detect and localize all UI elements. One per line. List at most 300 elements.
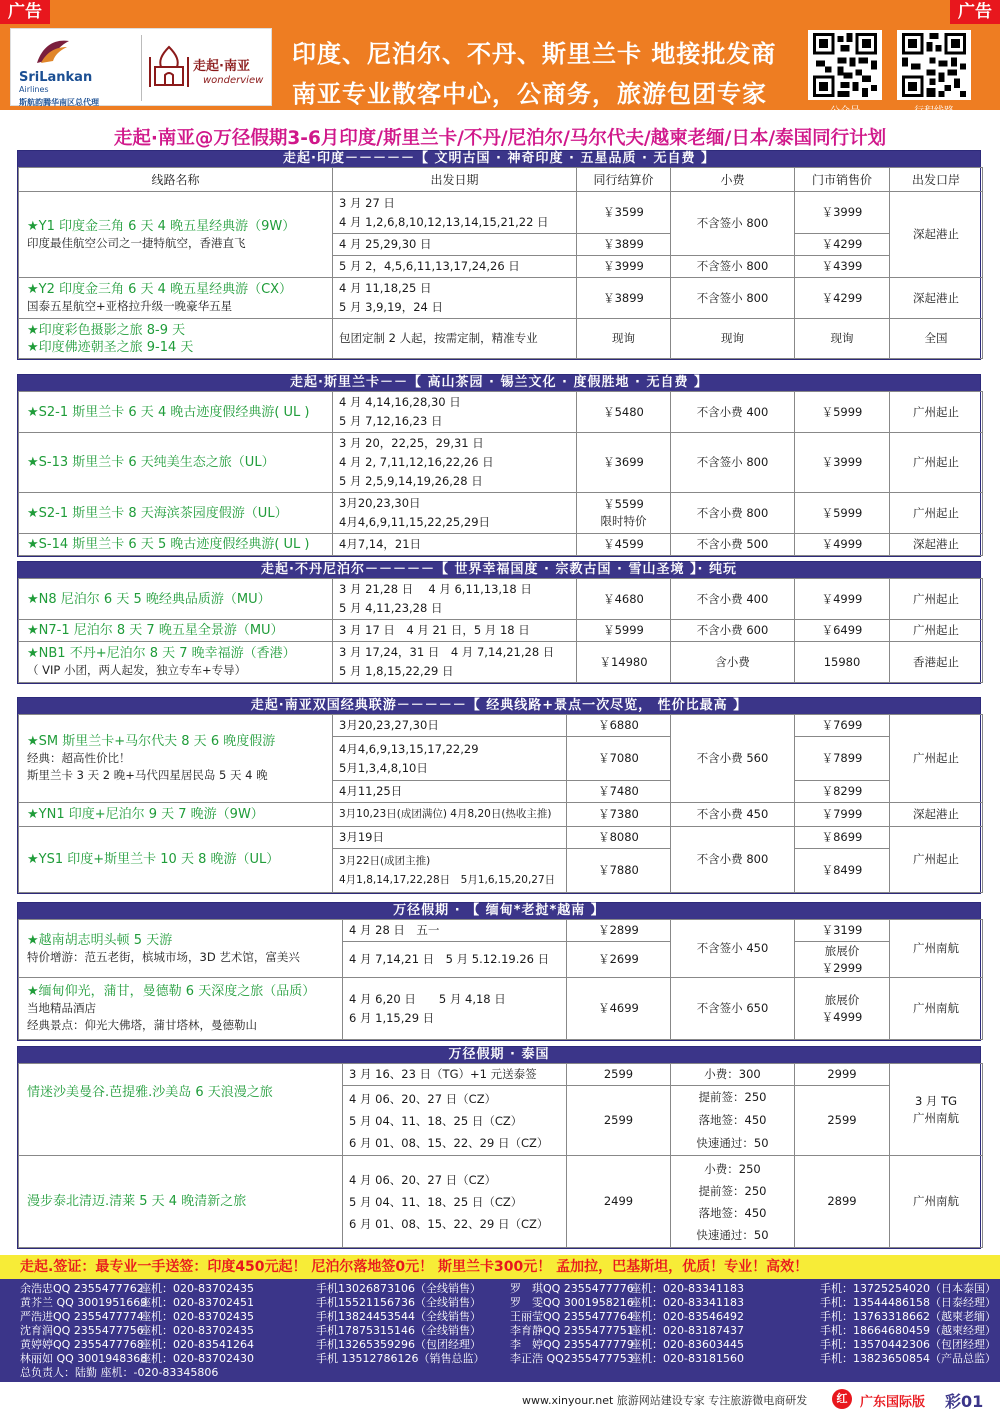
route-cell: [19, 534, 333, 556]
route-desc: 经典景点：仰光大佛塔，蒲甘塔林，曼德勒山: [27, 1018, 257, 1032]
tip-cell: 不含签小 800: [671, 278, 795, 319]
price-table: [18, 1063, 983, 1248]
route-cell: [19, 620, 333, 642]
table-row: [19, 978, 983, 1040]
contact-field: 座机：020-83702435: [140, 1310, 254, 1323]
logo-divider: [141, 35, 142, 101]
ad-tag-right: 广告: [950, 0, 1000, 24]
contact-field: 座机：020-83702435: [140, 1282, 254, 1295]
port-line: 广州南航: [913, 1110, 959, 1125]
table-row: [19, 192, 983, 234]
table-row: [19, 392, 983, 433]
tip-cell: 现询: [671, 319, 795, 359]
dates-cell: 3月19日: [333, 827, 567, 849]
col-route: 线路名称: [19, 168, 333, 192]
port-cell: 广州起止: [890, 433, 983, 493]
route-title: 情迷沙美曼谷.芭提雅.沙美岛 6 天浪漫之旅: [27, 1085, 273, 1100]
contact-field: 手机17875315146（全线销售）: [316, 1324, 481, 1337]
section-title: 走起·南亚双国经典联游－－－－－【 经典线路+景点一次尽览， 性价比最高 】: [18, 698, 980, 714]
price-cell: ￥7080: [567, 737, 671, 781]
contact-field: 手机13824453544（全线销售）: [316, 1310, 481, 1323]
section-srilanka: [17, 374, 981, 557]
port-cell: 深起港止: [890, 192, 983, 278]
col-tip: 小费: [671, 168, 795, 192]
brand-cn: 走起·南亚: [193, 59, 250, 74]
port-cell: 广州南航: [890, 978, 983, 1040]
price-cell: ￥3699: [577, 433, 671, 493]
price-cell: ￥6880: [567, 715, 671, 737]
contact-field: 余浩忠QQ 2355477762: [20, 1282, 144, 1295]
contact-field: 座机：020-83702430: [140, 1352, 254, 1365]
price-cell: ￥7480: [567, 781, 671, 803]
contact-field: 座机：020-83187437: [630, 1324, 744, 1337]
dates-cell: 包团定制 2 人起，按需定制，精准专业: [333, 319, 577, 359]
retail-cell: ￥7899: [795, 737, 890, 781]
date-line: 3 月 20，22,25，29,31 日: [339, 436, 484, 450]
table-row: [19, 715, 983, 737]
section-title: 万径假期 · 【 缅甸*老挝*越南 】: [18, 903, 980, 919]
route-cell: [19, 1064, 343, 1156]
section-title: 走起·不丹尼泊尔－－－－－【 世界幸福国度 · 宗教古国 · 雪山圣境 】· 纯玩: [18, 562, 980, 578]
qr-code-wechat[interactable]: [808, 30, 882, 100]
route-title: ★S2-1 斯里兰卡 6 天 4 晚古迹度假经典游( UL ): [27, 404, 310, 420]
section-nepal: [17, 561, 981, 684]
table-row: [19, 920, 983, 942]
retail-cell: ￥4999: [795, 534, 890, 556]
port-cell: 香港起止: [890, 642, 983, 683]
port-cell: 广州起止: [890, 620, 983, 642]
port-cell: 全国: [890, 319, 983, 359]
qr-code-routes[interactable]: [897, 30, 971, 100]
price-table: [18, 919, 983, 1040]
red-badge-icon: 红: [832, 1389, 852, 1409]
date-line: 4 月 11,18,25 日: [339, 281, 432, 295]
table-row: [19, 1156, 983, 1248]
route-cell: [19, 642, 333, 683]
tip-line: 落地签：450: [698, 1205, 767, 1220]
price-cell: ￥3599: [577, 192, 671, 234]
tip-cell: 含小费: [671, 642, 795, 683]
tip-cell: 小费：300: [671, 1064, 795, 1086]
price-cell: ￥3999: [577, 256, 671, 278]
contact-field: 座机：020-83181560: [630, 1352, 744, 1365]
retail-cell: [795, 978, 890, 1040]
section-title: 走起·印度－－－－－【 文明古国 · 神奇印度 · 五星品质 · 无自费 】: [18, 151, 980, 167]
date-line: 4 月 06、20、27 日（CZ）: [349, 1172, 497, 1187]
port-cell: 广州起止: [890, 827, 983, 893]
price-cell: 现询: [577, 319, 671, 359]
retail-cell: ￥3999: [795, 433, 890, 493]
retail-note: 旅展价: [824, 943, 860, 958]
retail-cell: ￥7699: [795, 715, 890, 737]
contact-field: 黄婷婷QQ 2355477768: [20, 1338, 144, 1351]
col-retail: 门市销售价: [795, 168, 890, 192]
airline-name: SriLankan: [19, 70, 93, 85]
date-line: 6 月 01、08、15、22、29 日（CZ）: [349, 1216, 549, 1231]
tip-cell: 不含小费 400: [671, 392, 795, 433]
dates-cell: [333, 849, 567, 893]
route-desc: （ VIP 小团，两人起发，独立专车+专导）: [27, 663, 247, 677]
tip-cell: 不含小费 800: [671, 827, 795, 893]
dates-cell: [343, 1086, 567, 1156]
port-cell: 深起港止: [890, 803, 983, 827]
dates-cell: [343, 978, 567, 1040]
dates-cell: 3 月 16、23 日（TG）+1 元送泰签: [343, 1064, 567, 1086]
contact-field: 手机13265359296（包团经理）: [316, 1338, 481, 1351]
port-cell: 深起港止: [890, 278, 983, 319]
contact-field: 座机：020-83603445: [630, 1338, 744, 1351]
contact-field: 座机：020-83341183: [630, 1282, 744, 1295]
retail-cell: ￥4299: [795, 278, 890, 319]
section-thailand: [17, 1046, 981, 1249]
wonderview-logo: [147, 39, 267, 99]
dates-cell: [333, 579, 577, 620]
headline-line-1: 印度、尼泊尔、不丹、斯里兰卡 地接批发商: [292, 40, 777, 68]
route-title: 漫步泰北清迈.清莱 5 天 4 晚清新之旅: [27, 1194, 247, 1209]
date-line: 5月1,3,4,8,10日: [339, 760, 428, 775]
price-cell: ￥8080: [567, 827, 671, 849]
route-cell: [19, 715, 333, 803]
date-line: 4 月 4,14,16,28,30 日: [339, 395, 461, 409]
table-row: [19, 642, 983, 683]
date-line: 5 月 04、11、18、25 日（CZ）: [349, 1194, 523, 1209]
contact-field: 手机 13512786126（销售总监）: [316, 1352, 485, 1365]
contact-field: 手机：13823650854（产品总监）: [820, 1352, 996, 1365]
route-cell: [19, 493, 333, 534]
date-line: 5 月 1,8,15,22,29 日: [339, 664, 454, 678]
retail-value: ￥4999: [821, 1009, 863, 1024]
tip-cell: 不含签小 450: [671, 920, 795, 978]
qr-label-wechat: 公众号: [830, 106, 860, 117]
route-cell: [19, 392, 333, 433]
route-title: ★越南胡志明头顿 5 天游: [27, 932, 173, 948]
price-cell: ￥4699: [567, 978, 671, 1040]
date-line: 5 月 4,11,23,28 日: [339, 601, 443, 615]
retail-cell: ￥8299: [795, 781, 890, 803]
promo-title: 走起·南亚@万径假期3-6月印度/斯里兰卡/不丹/尼泊尔/马尔代夫/越柬老缅/日本/泰国同行计划: [113, 128, 887, 149]
tip-line: 提前签：250: [698, 1090, 767, 1104]
dates-cell: [333, 642, 577, 683]
price-value: ￥5599: [603, 497, 644, 511]
route-desc: 特价增游：范五老街，槟城市场，3D 艺术馆，富美兴: [27, 949, 300, 964]
retail-value: ￥2999: [821, 960, 863, 975]
tip-line: 落地签：450: [698, 1113, 767, 1127]
contact-field: 手机：13725254020（日本泰国）: [820, 1282, 996, 1295]
port-cell: 广州起止: [890, 493, 983, 534]
contact-field: 座机：020-83702435: [140, 1324, 254, 1337]
tip-cell: [671, 1156, 795, 1248]
route-desc: 当地精品酒店: [27, 1001, 96, 1015]
price-cell: ￥2899: [567, 920, 671, 942]
retail-cell: ￥4299: [795, 234, 890, 256]
price-cell: ￥5480: [577, 392, 671, 433]
dates-cell: 4月7,14，21日: [333, 534, 577, 556]
table-row: [19, 433, 983, 493]
contact-field: 王丽莹QQ 2355477764: [510, 1310, 634, 1323]
table-row: [19, 803, 983, 827]
col-price: 同行结算价: [577, 168, 671, 192]
dates-cell: 4 月 28 日 五一: [343, 920, 567, 942]
table-row: [19, 579, 983, 620]
table-row: [19, 319, 983, 359]
date-line: 4月1,8,14,17,22,28日 5月1,6,15,20,27日: [339, 873, 556, 886]
tip-cell: 不含小费 800: [671, 493, 795, 534]
route-cell: [19, 319, 333, 359]
taj-mahal-icon: [147, 43, 191, 91]
route-desc: 经典：超高性价比！: [27, 751, 131, 765]
srilankan-logo: [19, 37, 137, 107]
route-cell: [19, 827, 333, 893]
table-row: [19, 534, 983, 556]
date-line: 5 月 7,12,16,23 日: [339, 414, 443, 428]
date-line: 4 月 1,2,6,8,10,12,13,14,15,21,22 日: [339, 214, 549, 229]
tip-line: 提前签：250: [698, 1183, 767, 1198]
retail-cell: 2899: [795, 1156, 890, 1248]
tip-cell: 不含小费 600: [671, 620, 795, 642]
route-title: ★印度彩色摄影之旅 8-9 天: [27, 322, 186, 338]
price-cell: 2599: [567, 1064, 671, 1086]
retail-cell: 15980: [795, 642, 890, 683]
date-line: 4 月 06、20、27 日（CZ）: [349, 1091, 497, 1106]
dates-cell: [343, 1156, 567, 1248]
table-row: [19, 827, 983, 849]
tip-cell: 不含小费 400: [671, 579, 795, 620]
retail-cell: ￥8499: [795, 849, 890, 893]
contact-field: 林丽如 QQ 3001948368: [20, 1352, 148, 1365]
price-table: [18, 578, 983, 683]
date-line: 6 月 1,15,29 日: [349, 1010, 435, 1025]
date-line: 3 月 17,24，31 日 4 月 7,14,21,28 日: [339, 645, 555, 659]
table-row: [19, 278, 983, 319]
price-table: [18, 167, 983, 359]
retail-cell: 现询: [795, 319, 890, 359]
price-cell: ￥3899: [577, 234, 671, 256]
dates-cell: [333, 737, 567, 781]
dates-cell: 4 月 25,29,30 日: [333, 234, 577, 256]
contact-field: 手机：13570442306（包团经理）: [820, 1338, 996, 1351]
retail-cell: 2599: [795, 1086, 890, 1156]
price-note: 限时特价: [600, 514, 647, 528]
ad-tag-left: 广告: [0, 0, 50, 24]
route-title: ★N7-1 尼泊尔 8 天 7 晚五星全景游（MU）: [27, 623, 284, 638]
contact-field: 座机：020-83546492: [630, 1310, 744, 1323]
tip-cell: 不含签小 650: [671, 978, 795, 1040]
port-line: 3 月 TG: [914, 1093, 958, 1108]
section-southeast-asia: [17, 902, 981, 1041]
dates-cell: [333, 278, 577, 319]
headline: [292, 34, 776, 114]
dates-cell: 3月20,23,27,30日: [333, 715, 567, 737]
port-cell: 广州南航: [890, 1156, 983, 1248]
tip-line: 快速通过：50: [696, 1136, 769, 1150]
route-cell: [19, 920, 343, 978]
dates-cell: 5 月 2，4,5,6,11,13,17,24,26 日: [333, 256, 577, 278]
retail-cell: [795, 942, 890, 978]
tip-cell: 不含小费 560: [671, 715, 795, 803]
date-line: 5 月 04、11、18、25 日（CZ）: [349, 1113, 523, 1128]
section-dual-country: [17, 697, 981, 894]
airline-sub: Airlines: [19, 85, 49, 94]
route-title: ★Y1 印度金三角 6 天 4 晚五星经典游（9W）: [27, 218, 296, 234]
section-title: 万径假期 · 泰国: [18, 1047, 980, 1063]
contact-field: 黄芥兰 QQ 3001951669: [20, 1296, 148, 1309]
date-line: 5 月 2,5,9,14,19,26,28 日: [339, 474, 483, 488]
route-title: ★S2-1 斯里兰卡 8 天海滨茶园度假游（UL）: [27, 505, 288, 521]
price-cell: ￥4599: [577, 534, 671, 556]
route-cell: [19, 433, 333, 493]
date-line: 4月4,6,9,13,15,17,22,29: [339, 741, 479, 756]
dates-cell: [333, 392, 577, 433]
port-cell: 广州南航: [890, 920, 983, 978]
route-cell: [19, 803, 333, 827]
date-line: 4 月 2, 7,11,12,16,22,26 日: [339, 455, 494, 469]
route-cell: [19, 579, 333, 620]
contact-field: 手机：18664680459（越柬经理）: [820, 1324, 996, 1337]
route-title: ★SM 斯里兰卡+马尔代夫 8 天 6 晚度假游: [27, 734, 276, 749]
contact-field: 手机：13763318662（越柬老缅）: [820, 1310, 996, 1323]
route-title: ★NB1 不丹+尼泊尔 8 天 7 晚幸福游（香港）: [27, 646, 296, 661]
footer-site[interactable]: www.xinyour.net 旅游网站建设专家 专注旅游微电商研发: [522, 1394, 808, 1407]
retail-note: 旅展价: [824, 992, 860, 1007]
retail-cell: ￥6499: [795, 620, 890, 642]
section-title: 走起·斯里兰卡－－【 高山茶园 · 锡兰文化 · 度假胜地 · 无自费 】: [18, 375, 980, 391]
route-title: ★S-13 斯里兰卡 6 天纯美生态之旅（UL）: [27, 455, 275, 470]
route-cell: [19, 192, 333, 278]
port-cell: 深起港止: [890, 534, 983, 556]
dates-cell: 3月10,23日(成团满位) 4月8,20日(热收主推): [333, 803, 567, 827]
date-line: 4 月 6,20 日 5 月 4,18 日: [349, 991, 506, 1006]
retail-cell: ￥5999: [795, 392, 890, 433]
price-cell: 2499: [567, 1156, 671, 1248]
route-title: ★印度佛迹朝圣之旅 9-14 天: [27, 339, 194, 355]
retail-cell: ￥3199: [795, 920, 890, 942]
dates-cell: [333, 192, 577, 234]
port-cell: 广州起止: [890, 392, 983, 433]
route-desc: 印度最佳航空公司之一捷特航空，香港直飞: [27, 235, 246, 250]
route-title: ★N8 尼泊尔 6 天 5 晚经典品质游（MU）: [27, 591, 271, 607]
dates-cell: [333, 433, 577, 493]
table-row: [19, 493, 983, 534]
tip-cell: 不含签小 800: [671, 192, 795, 256]
price-table: [18, 714, 983, 893]
peacock-icon: [33, 37, 73, 67]
date-line: 3 月 27 日: [339, 195, 395, 210]
dates-cell: 3 月 17 日 4 月 21 日，5 月 18 日: [333, 620, 577, 642]
price-table: [18, 391, 983, 556]
route-title: ★缅甸仰光，蒲甘，曼德勒 6 天深度之旅（品质）: [27, 984, 316, 999]
contact-field: 罗 雯QQ 3001958216: [510, 1296, 634, 1309]
price-cell: ￥3899: [577, 278, 671, 319]
port-cell: [890, 1064, 983, 1156]
price-cell: ￥7380: [567, 803, 671, 827]
price-cell: ￥14980: [577, 642, 671, 683]
date-line: 4月4,6,9,11,15,22,25,29日: [339, 515, 491, 529]
route-title: ★S-14 斯里兰卡 6 天 5 晚古迹度假经典游( UL ): [27, 537, 310, 552]
date-line: 5 月 3,9,19，24 日: [339, 300, 443, 314]
price-cell: ￥7880: [567, 849, 671, 893]
tip-cell: [671, 1086, 795, 1156]
contact-field: 座机：020-83341183: [630, 1296, 744, 1309]
contact-field: 沈育润QQ 2355477756: [20, 1324, 144, 1337]
page-footer: [0, 1388, 1000, 1412]
price-cell: 2599: [567, 1086, 671, 1156]
logo-panel: [10, 28, 272, 106]
port-cell: 广州起止: [890, 715, 983, 803]
tip-cell: 不含小费 450: [671, 803, 795, 827]
table-row: [19, 620, 983, 642]
route-desc: 斯里兰卡 3 天 2 晚+马代四星居民岛 5 天 4 晚: [27, 768, 268, 782]
brand-en: wonderview: [203, 75, 264, 86]
contact-field: 座机：020-83541264: [140, 1338, 254, 1351]
retail-cell: ￥3999: [795, 192, 890, 234]
tip-cell: 不含小费 500: [671, 534, 795, 556]
footer-edition: 广东国际版: [860, 1395, 926, 1410]
contact-field: 李正浩 QQ2355477753: [510, 1352, 634, 1365]
contact-field: 手机：13544486158（日泰经理）: [820, 1296, 996, 1309]
route-desc: 国泰五星航空+亚格拉升级一晚豪华五星: [27, 299, 233, 313]
price-cell: ￥5999: [577, 620, 671, 642]
route-cell: [19, 278, 333, 319]
contact-field: 总负责人：陆勤 座机：-020-83345806: [20, 1366, 219, 1379]
tip-cell: 不含签小 800: [671, 433, 795, 493]
table-header-row: [19, 168, 983, 192]
page-number: 彩01: [945, 1392, 984, 1411]
contact-field: 李 婷QQ 2355477779: [510, 1338, 634, 1351]
contact-field: 罗 琪QQ 2355477776: [510, 1282, 634, 1295]
contact-field: 手机13026873106（全线销售）: [316, 1282, 481, 1295]
visa-banner: 走起.签证：最专业一手送签：印度450元起！ 尼泊尔落地签0元！ 斯里兰卡300元！ 孟加拉，巴基斯坦，优质！专业！高效！: [0, 1255, 1000, 1279]
route-title: ★YN1 印度+尼泊尔 9 天 7 晚游（9W）: [27, 807, 264, 822]
contact-field: 座机：020-83702451: [140, 1296, 254, 1309]
qr-code-icon: [900, 33, 968, 97]
retail-cell: ￥4999: [795, 579, 890, 620]
contact-list: [0, 1279, 1000, 1382]
contact-field: 严浩进QQ 2355477774: [20, 1310, 144, 1323]
airline-agent: 斯航韵腾华南区总代理: [19, 98, 99, 107]
route-title: ★Y2 印度金三角 6 天 4 晚五星经典游（CX）: [27, 282, 293, 297]
route-cell: [19, 978, 343, 1040]
retail-cell: ￥8699: [795, 827, 890, 849]
col-dates: 出发日期: [333, 168, 577, 192]
qr-label-routes: 行程线路: [914, 106, 954, 117]
retail-cell: 2999: [795, 1064, 890, 1086]
price-cell: [577, 493, 671, 534]
headline-line-2: 南亚专业散客中心，公商务，旅游包团专家: [292, 80, 767, 108]
retail-cell: ￥5999: [795, 493, 890, 534]
col-port: 出发口岸: [890, 168, 983, 192]
port-cell: 广州起止: [890, 579, 983, 620]
retail-cell: ￥4399: [795, 256, 890, 278]
dates-cell: 4 月 7,14,21 日 5 月 5.12.19.26 日: [343, 942, 567, 978]
dates-cell: [333, 493, 577, 534]
contact-field: 手机15521156736（全线销售）: [316, 1296, 481, 1309]
retail-cell: ￥7999: [795, 803, 890, 827]
price-cell: ￥4680: [577, 579, 671, 620]
dates-cell: 4月11,25日: [333, 781, 567, 803]
tip-line: 快速通过：50: [696, 1227, 769, 1242]
tip-line: 小费：250: [704, 1161, 761, 1176]
date-line: 3月22日(成团主推): [339, 854, 431, 867]
section-india: [17, 150, 981, 360]
price-cell: ￥2699: [567, 942, 671, 978]
tip-cell: 不含签小 800: [671, 256, 795, 278]
date-line: 3月20,23,30日: [339, 496, 421, 510]
table-row: [19, 1064, 983, 1086]
qr-code-icon: [811, 33, 879, 97]
date-line: 6 月 01、08、15、22、29 日（CZ）: [349, 1135, 549, 1150]
route-title: ★YS1 印度+斯里兰卡 10 天 8 晚游（UL）: [27, 852, 280, 867]
route-cell: [19, 1156, 343, 1248]
